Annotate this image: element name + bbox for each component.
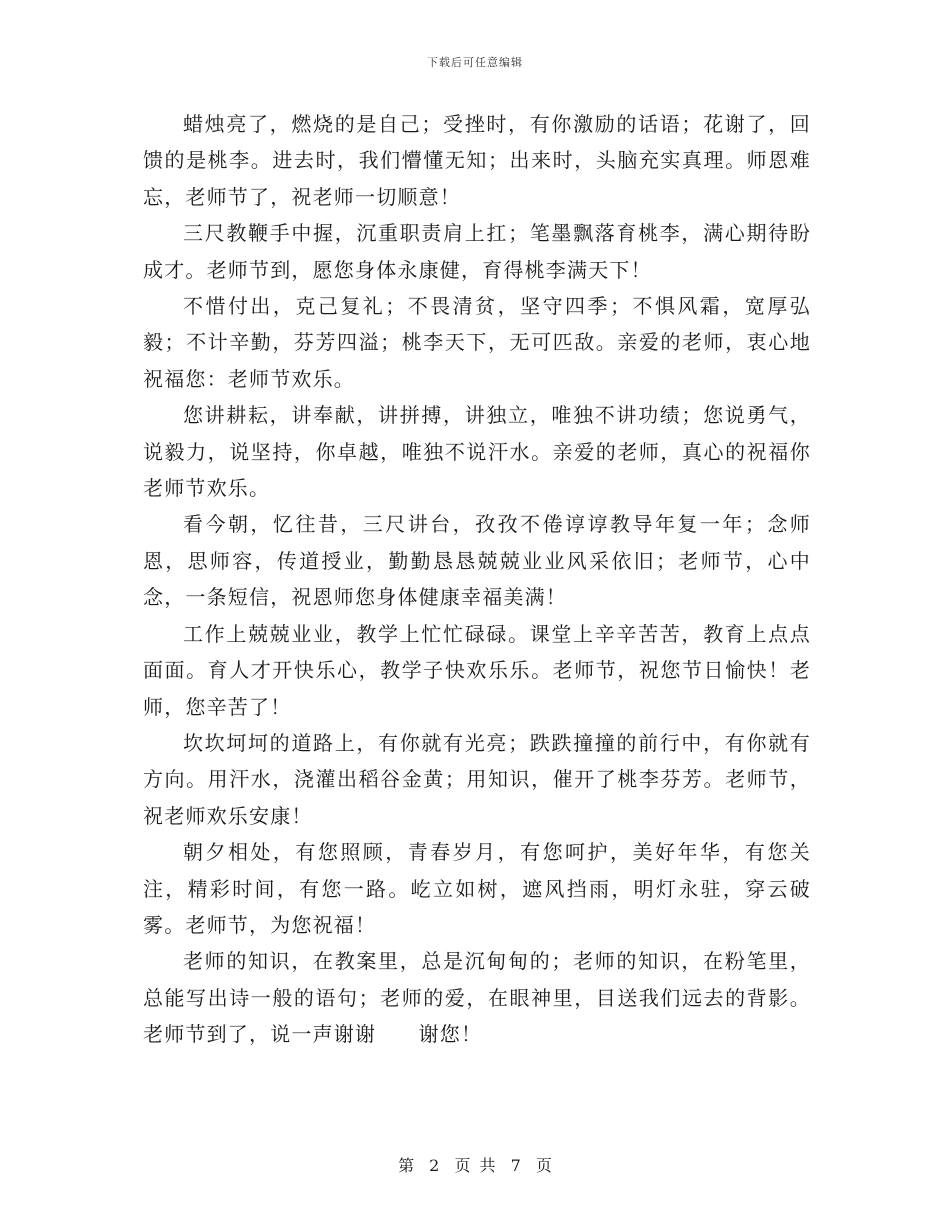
paragraph-2: 三尺教鞭手中握，沉重职责肩上扛；笔墨飘落育桃李，满心期待盼成才。老师节到，愿您身体永康健，育得桃李满天下！ [143, 221, 811, 282]
paragraph-9: 老师的知识，在教案里，总是沉甸甸的；老师的知识，在粉笔里，总能写出诗一般的语句；老师的爱，在眼神里，目送我们远去的背影。老师节到了，说一声谢谢 谢您！ [143, 949, 811, 1047]
page-header-note: 下载后可任意编辑 [427, 56, 523, 69]
footer-middle: 页 共 [454, 1156, 496, 1175]
paragraph-4: 您讲耕耘，讲奉献，讲拼搏，讲独立，唯独不讲功绩；您说勇气，说毅力，说坚持，你卓越，唯独不说汗水。亲爱的老师，真心的祝福你老师节欢乐。 [143, 403, 811, 501]
total-page-count: 7 [510, 1156, 521, 1175]
footer-prefix: 第 [398, 1156, 415, 1175]
paragraph-1: 蜡烛亮了，燃烧的是自己；受挫时，有你激励的话语；花谢了，回馈的是桃李。进去时，我们懵懂无知；出来时，头脑充实真理。师恩难忘，老师节了，祝老师一切顺意！ [143, 112, 811, 209]
paragraph-6: 工作上兢兢业业，教学上忙忙碌碌。课堂上辛辛苦苦，教育上点点面面。育人才开快乐心，教学子快欢乐乐。老师节，祝您节日愉快！老师，您辛苦了！ [143, 621, 811, 719]
footer-suffix: 页 [535, 1156, 552, 1175]
paragraph-7: 坎坎坷坷的道路上，有你就有光亮；跌跌撞撞的前行中，有你就有方向。用汗水，浇灌出稻谷金黄；用知识，催开了桃李芬芳。老师节，祝老师欢乐安康！ [143, 730, 811, 828]
current-page-number: 2 [429, 1156, 440, 1175]
paragraph-8: 朝夕相处，有您照顾，青春岁月，有您呵护，美好年华，有您关注，精彩时间，有您一路。屹立如树，遮风挡雨，明灯永驻，穿云破雾。老师节，为您祝福！ [143, 840, 811, 937]
document-body [143, 106, 811, 1053]
paragraph-3: 不惜付出，克己复礼；不畏清贫，坚守四季；不惧风霜，宽厚弘毅；不计辛勤，芬芳四溢；桃李天下，无可匹敌。亲爱的老师，衷心地祝福您：老师节欢乐。 [143, 294, 811, 391]
page-number-footer [0, 1153, 950, 1176]
paragraph-5: 看今朝，忆往昔，三尺讲台，孜孜不倦谆谆教导年复一年；念师恩，思师容，传道授业，勤勤恳恳兢兢业业风采依旧；老师节，心中念，一条短信，祝恩师您身体健康幸福美满！ [143, 512, 811, 610]
